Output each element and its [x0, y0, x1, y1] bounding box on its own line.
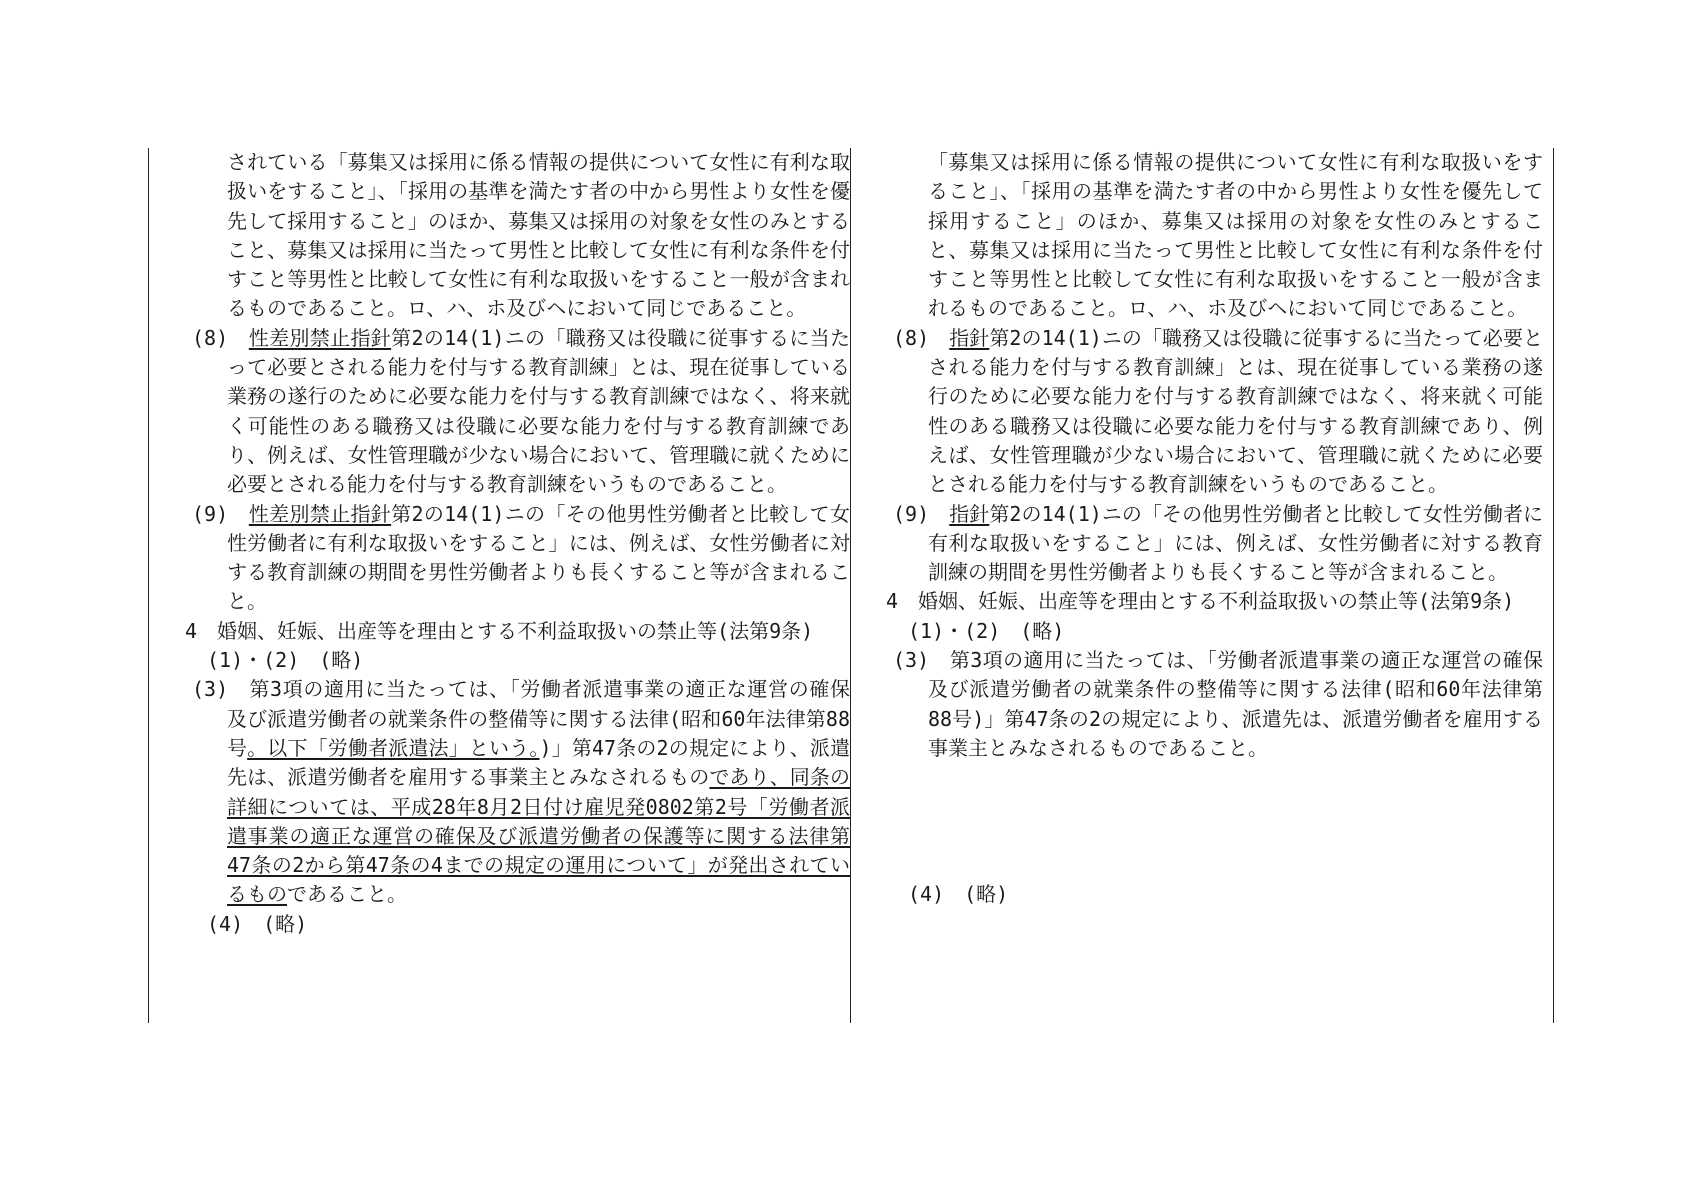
right-item-3: (3) 第3項の適用に当たっては、「労働者派遣事業の適正な運営の確保及び派遣労働者の就業条件の整備等に関する法律(昭和60年法律第88号)」第47条の2の規定により、派遣先は、派遣労働者を雇用する事業主とみなされるものであること。: [893, 648, 1543, 760]
spacer: [873, 763, 1543, 880]
item-text: 第2の14(1)ニの「職務又は役職に従事するに当たって必要とされる能力を付与する教育訓練」とは、現在従事している業務の遂行のために必要な能力を付与する教育訓練ではなく、将来就く可能性のある職務又は役職に必要な能力を付与する教育訓練であり、例えば、女性管理職が少ない場合において、管理職に就くために必要とされる能力を付与する教育訓練をいうものであること。: [928, 325, 1544, 497]
item-text: であること。: [287, 882, 407, 907]
item-text: )」第47条の2の規定により、派遣先は、派遣労働者を雇用する事業主とみなされるもの: [227, 735, 851, 790]
right-item-9: [873, 500, 1543, 588]
right-continuation-paragraph: 「募集又は採用に係る情報の提供について女性に有利な取扱いをすること」、「採用の基準を満たす者の中から男性より女性を優先して採用すること」のほか、募集又は採用の対象を女性のみとすること、募集又は採用に当たって男性と比較して女性に有利な条件を付すこと等男性と比較して女性に有利な取扱いをすること一般が含まれるものであること。ロ、ハ、ホ及びヘにおいて同じであること。: [928, 150, 1543, 321]
right-items-1-2-omitted: (1)・(2) (略): [908, 618, 1065, 643]
item-text: 第2の14(1)ニの「職務又は役職に従事するに当たって必要とされる能力を付与する教育訓練」とは、現在従事している業務の遂行のために必要な能力を付与する教育訓練ではなく、将来就く可能性のある職務又は役職に必要な能力を付与する教育訓練であり、例えば、女性管理職が少ない場合において、管理職に就くために必要とされる能力を付与する教育訓練をいうものであること。: [227, 325, 851, 497]
item-number: (8): [192, 325, 229, 350]
right-column-current: [873, 148, 1543, 910]
left-section-4-heading: 4 婚姻、妊娠、出産等を理由とする不利益取扱いの禁止等(法第9条): [185, 618, 814, 643]
right-item-8: [873, 324, 1543, 500]
right-item-4-omitted: (4) (略): [908, 882, 1009, 907]
item-number: (9): [893, 501, 930, 526]
guideline-reference: 指針: [949, 501, 990, 526]
guideline-reference: 指針: [949, 325, 990, 350]
right-border-line: [1553, 148, 1554, 1023]
center-divider-line: [850, 148, 851, 1023]
left-items-1-2-omitted: (1)・(2) (略): [207, 648, 364, 673]
item-text: (3) 第3項の適用に当たっては、「労働者派遣事業の適正な運営の確保及び派遣労働者の就業条件の整備等に関する法律(昭和60年法律第88号: [192, 677, 850, 760]
left-item-3: [172, 675, 850, 909]
item-number: (8): [893, 325, 930, 350]
left-item-9: [172, 500, 850, 617]
item-text: 第2の14(1)ニの「その他男性労働者と比較して女性労働者に有利な取扱いをすること」には、例えば、女性労働者に対する教育訓練の期間を男性労働者よりも長くすること等が含まれること。: [227, 501, 851, 614]
left-continuation-paragraph: されている「募集又は採用に係る情報の提供について女性に有利な取扱いをすること」、「採用の基準を満たす者の中から男性より女性を優先して採用すること」のほか、募集又は採用の対象を女性のみとすること、募集又は採用に当たって男性と比較して女性に有利な条件を付すこと等男性と比較して女性に有利な取扱いをすること一般が含まれるものであること。ロ、ハ、ホ及びヘにおいて同じであること。: [227, 150, 850, 321]
item-text: 第2の14(1)ニの「その他男性労働者と比較して女性労働者に有利な取扱いをすること」には、例えば、女性労働者に対する教育訓練の期間を男性労働者よりも長くすること等が含まれること。: [928, 501, 1544, 585]
left-column-revised: [172, 148, 850, 939]
left-item-8: [172, 324, 850, 500]
amended-text-1: 。以下「労働者派遣法」という。: [247, 735, 540, 760]
left-border-line: [148, 148, 149, 1023]
item-number: (9): [192, 501, 229, 526]
guideline-reference: 性差別禁止指針: [248, 501, 392, 526]
amended-text-2: であり、同条の詳細については、平成28年8月2日付け雇児発0802第2号「労働者派遣事業の適正な運営の確保及び派遣労働者の保護等に関する法律第47条の2から第47条の4までの規定の運用について」が発出されているもの: [227, 765, 851, 907]
guideline-reference: 性差別禁止指針: [248, 325, 392, 350]
right-section-4-heading: 4 婚姻、妊娠、出産等を理由とする不利益取扱いの禁止等(法第9条): [886, 589, 1515, 614]
left-item-4-omitted: (4) (略): [207, 911, 308, 936]
